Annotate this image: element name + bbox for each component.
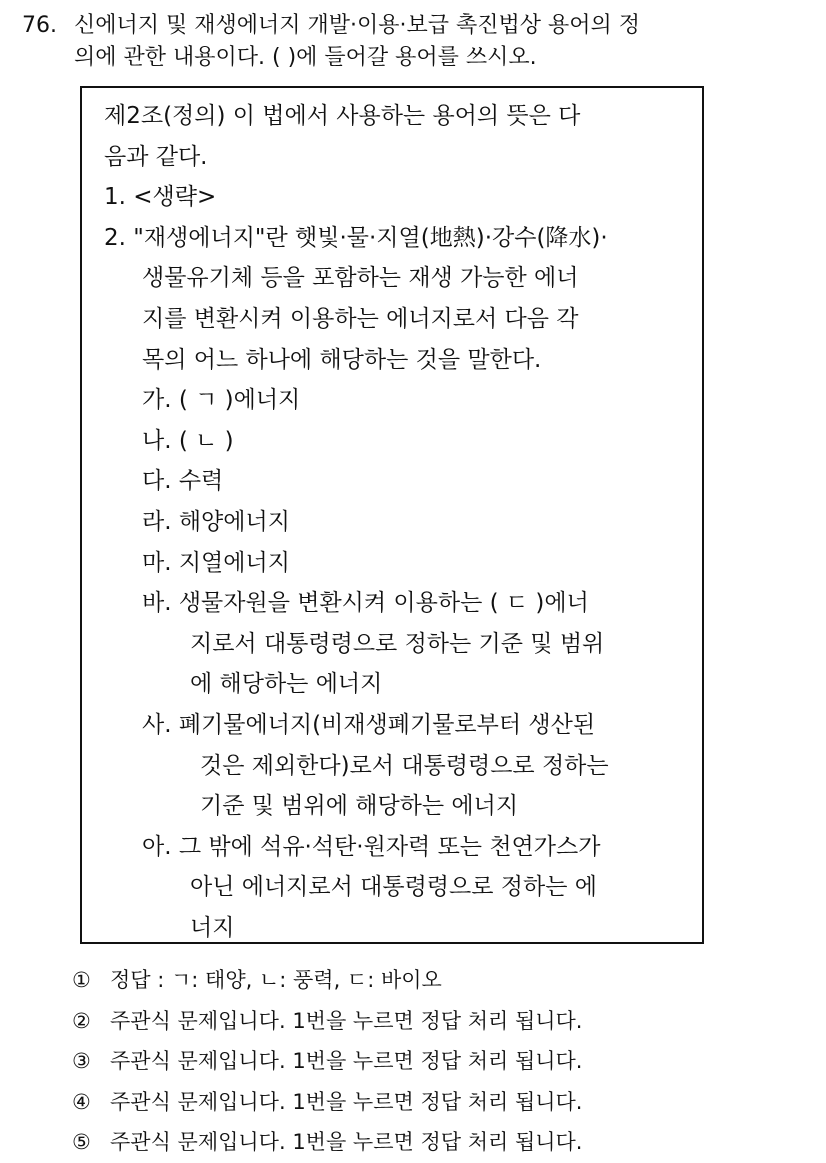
box-line: 바. 생물자원을 변환시켜 이용하는 ( ㄷ )에너: [142, 590, 589, 617]
option-text: 주관식 문제입니다. 1번을 누르면 정답 처리 됩니다.: [110, 1049, 583, 1073]
box-line: 것은 제외한다)로서 대통령령으로 정하는: [200, 752, 609, 779]
box-line: 아닌 에너지로서 대통령령으로 정하는 에: [190, 874, 597, 901]
option-text: 주관식 문제입니다. 1번을 누르면 정답 처리 됩니다.: [110, 1008, 583, 1033]
option-2[interactable]: [72, 1001, 802, 1042]
box-line: 너지: [190, 914, 235, 941]
box-line: 나. ( ㄴ ): [142, 427, 234, 454]
option-5[interactable]: [72, 1122, 802, 1163]
box-line: 2. "재생에너지"란 햇빛·물·지열(地熱)·강수(降水)·: [104, 224, 608, 251]
box-line: 지를 변환시켜 이용하는 에너지로서 다음 각: [142, 305, 579, 332]
box-line: 목의 어느 하나에 해당하는 것을 말한다.: [142, 346, 542, 373]
box-line: 기준 및 범위에 해당하는 에너지: [200, 793, 519, 820]
option-marker: ②: [72, 1008, 91, 1033]
option-marker: ④: [72, 1089, 91, 1114]
box-line: 아. 그 밖에 석유·석탄·원자력 또는 천연가스가: [142, 833, 601, 860]
box-line: 제2조(정의) 이 법에서 사용하는 용어의 뜻은 다: [104, 103, 581, 129]
box-line: 가. ( ㄱ )에너지: [142, 387, 301, 414]
question-line-2: 의에 관한 내용이다. ( )에 들어갈 용어를 쓰시오.: [74, 45, 537, 70]
box-line: 생물유기체 등을 포함하는 재생 가능한 에너: [142, 265, 579, 292]
option-text: 정답 : ㄱ: 태양, ㄴ: 풍력, ㄷ: 바이오: [110, 968, 442, 992]
box-line: 1. <생략>: [104, 184, 217, 211]
option-1[interactable]: [72, 960, 802, 1001]
question-line-1: 신에너지 및 재생에너지 개발·이용·보급 촉진법상 용어의 정: [74, 13, 640, 38]
box-line: 다. 수력: [142, 468, 224, 495]
box-line: 라. 해양에너지: [142, 508, 290, 535]
law-excerpt-box: [80, 86, 704, 944]
option-text: 주관식 문제입니다. 1번을 누르면 정답 처리 됩니다.: [110, 1130, 583, 1154]
option-3[interactable]: [72, 1041, 802, 1082]
box-line: 지로서 대통령령으로 정하는 기준 및 범위: [190, 630, 605, 657]
option-4[interactable]: [72, 1082, 802, 1123]
answer-options: [72, 960, 802, 1163]
box-line: 음과 같다.: [104, 143, 208, 170]
box-line: 에 해당하는 에너지: [190, 671, 383, 698]
question-text: [74, 10, 812, 74]
law-excerpt-text: [104, 96, 694, 948]
box-line: 마. 지열에너지: [142, 549, 290, 576]
option-marker: ⑤: [72, 1130, 91, 1154]
question-stem: [22, 10, 812, 74]
option-text: 주관식 문제입니다. 1번을 누르면 정답 처리 됩니다.: [110, 1089, 583, 1114]
option-marker: ③: [72, 1049, 91, 1073]
box-line: 사. 폐기물에너지(비재생폐기물로부터 생산된: [142, 711, 596, 738]
option-marker: ①: [72, 968, 91, 992]
question-number: 76.: [22, 13, 57, 38]
